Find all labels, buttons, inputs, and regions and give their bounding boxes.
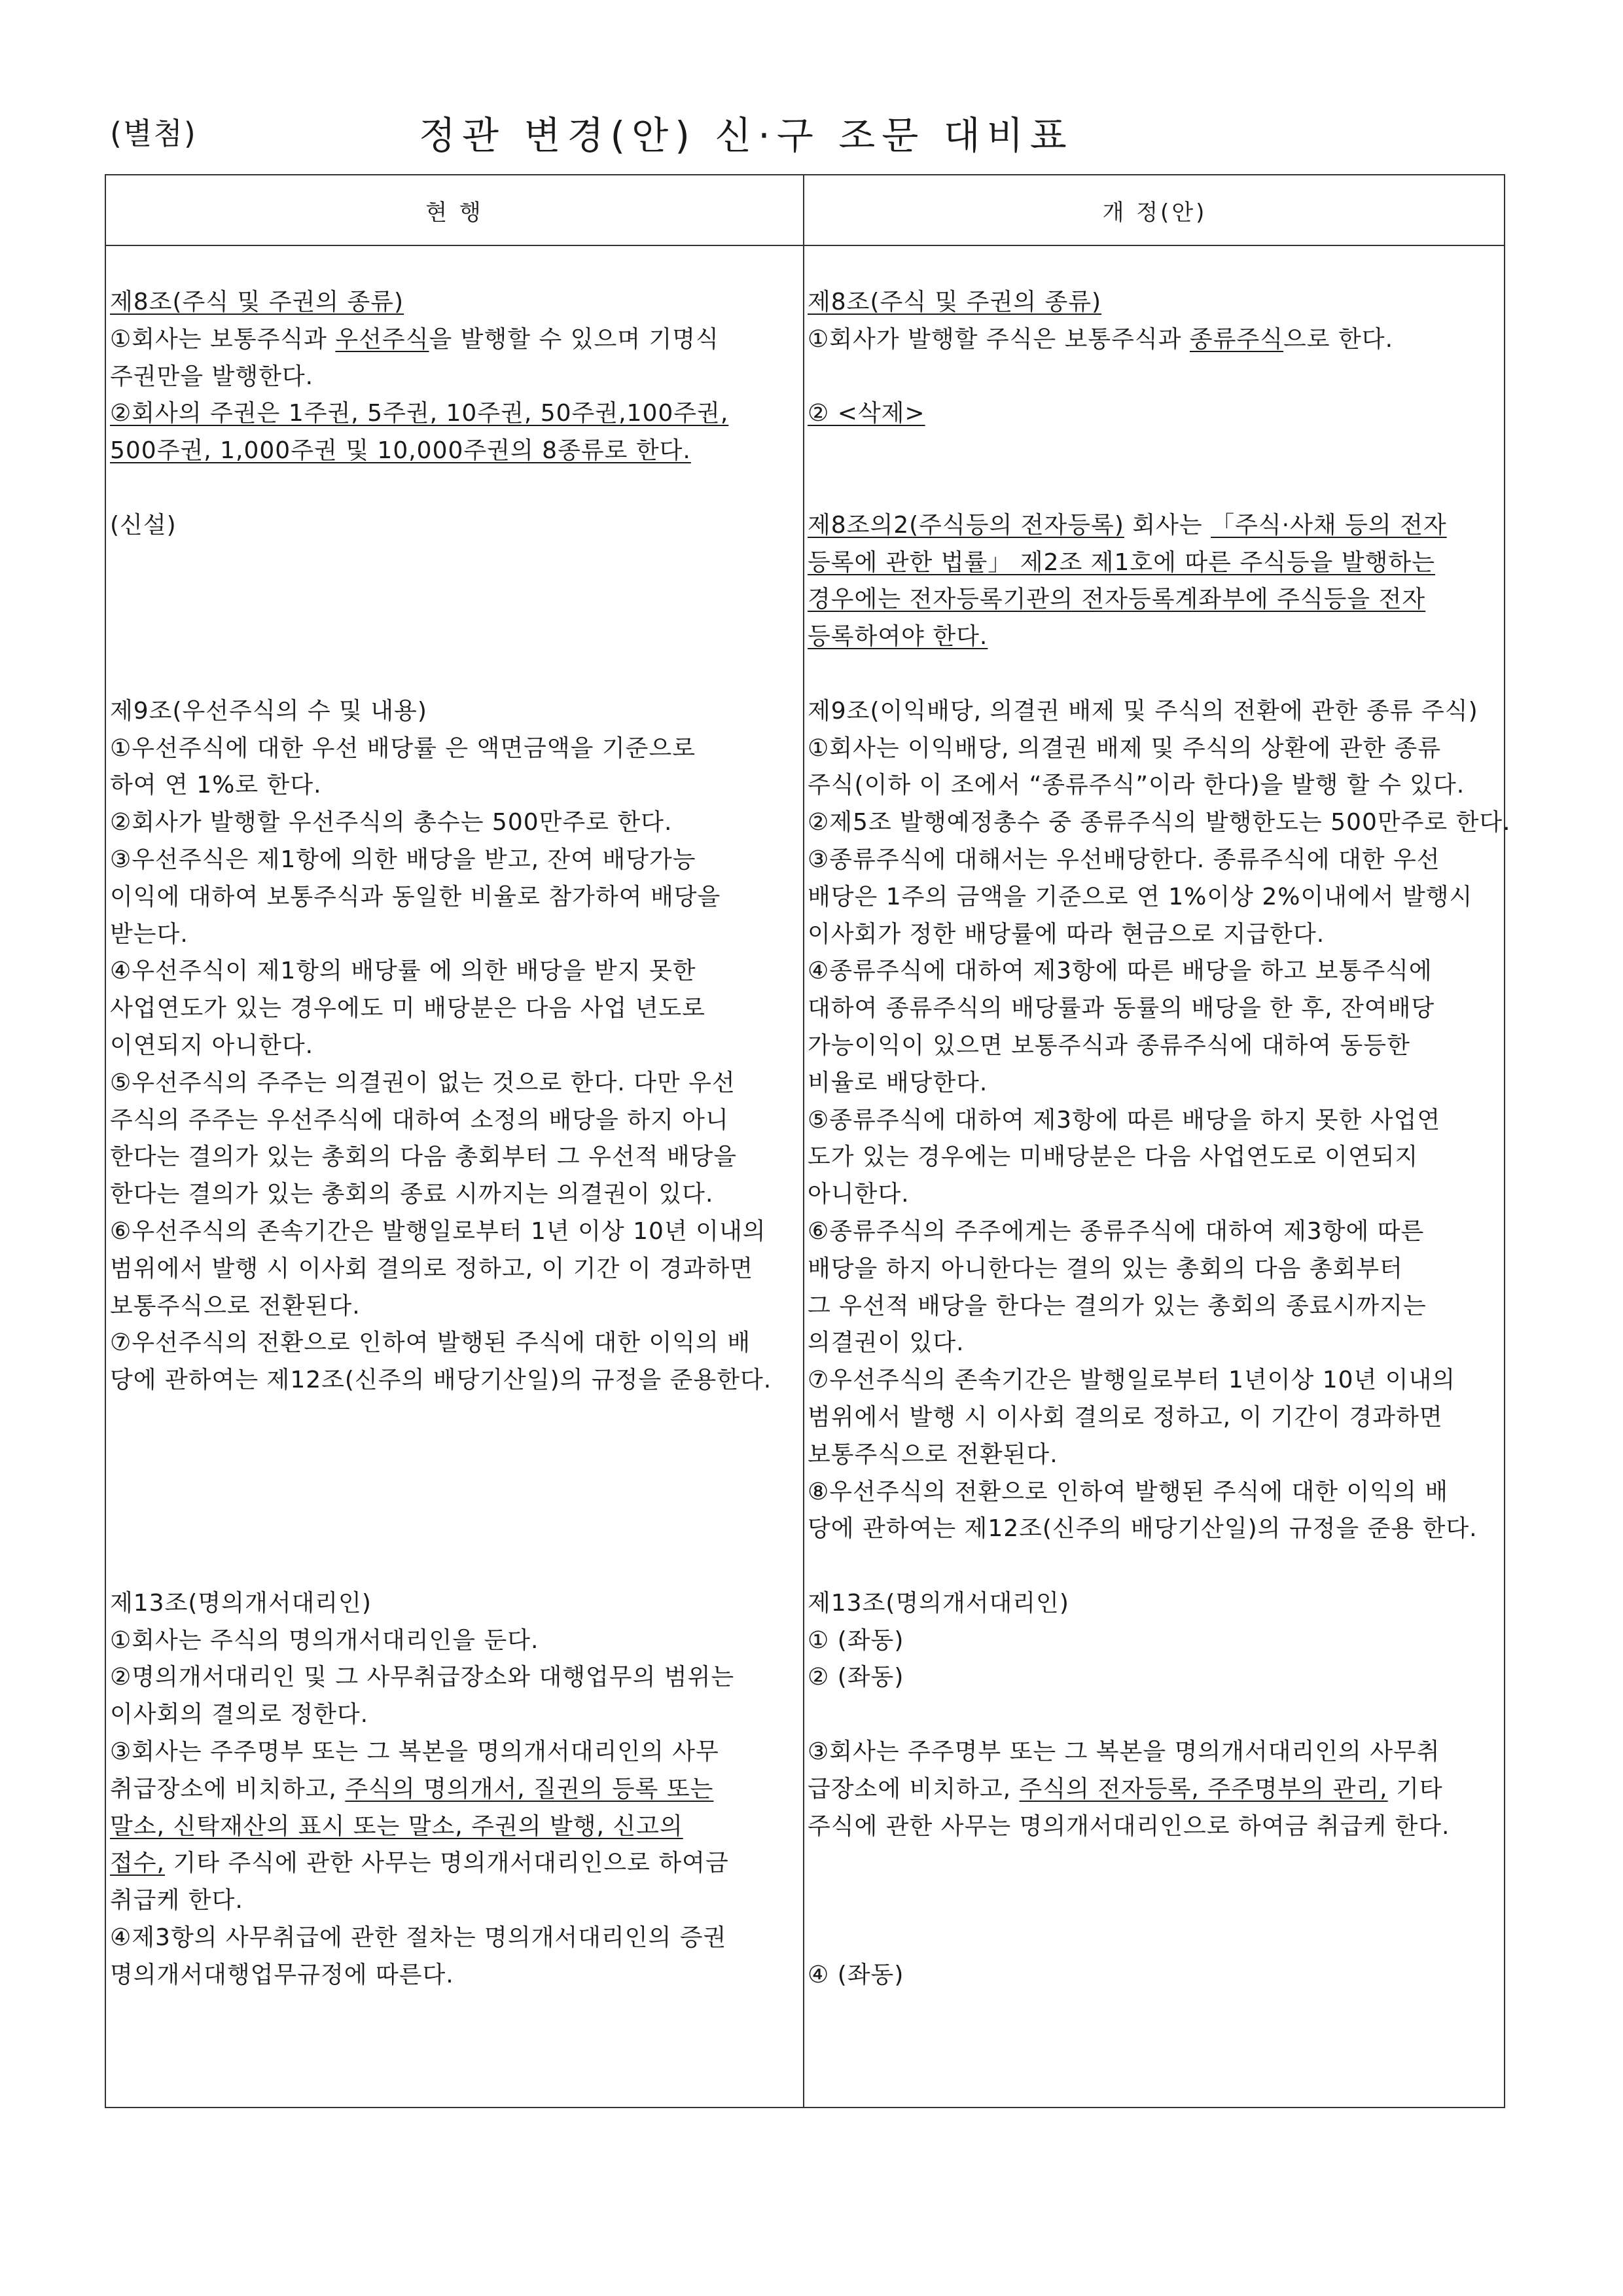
revised-article-8-2-line: 경우에는 전자등록기관의 전자등록계좌부에 주식등을 전자 xyxy=(808,586,1426,613)
article-9-line: ⑤우선주식의 주주는 의결권이 없는 것으로 한다. 다만 우선 xyxy=(110,1069,736,1096)
article-13-line: 접수, 기타 주식에 관한 사무는 명의개서대리인으로 하여금 xyxy=(110,1850,729,1877)
article-13-line: 이사회의 결의로 정한다. xyxy=(110,1701,369,1729)
revised-article-9-line: 대하여 종류주식의 배당률과 동률의 배당을 한 후, 잔여배당 xyxy=(808,995,1435,1022)
revised-article-9-line: 보통주식으로 전환된다. xyxy=(808,1441,1058,1468)
article-9-line: 하여 연 1%로 한다. xyxy=(110,772,322,799)
comparison-table xyxy=(105,174,1511,2108)
revised-article-13-line: ③회사는 주주명부 또는 그 복본을 명의개서대리인의 사무취 xyxy=(808,1738,1440,1766)
revised-article-9-line: 당에 관하여는 제12조(신주의 배당기산일)의 규정을 준용 한다. xyxy=(808,1515,1478,1543)
revised-article-8-2-line: 등록에 관한 법률」 제2조 제1호에 따른 주식등을 발행하는 xyxy=(808,548,1435,576)
header-divider xyxy=(106,245,1504,246)
article-9-line: 받는다. xyxy=(110,920,188,948)
revised-article-13-line: 주식에 관한 사무는 명의개서대리인으로 하여금 취급케 한다. xyxy=(808,1812,1450,1840)
revised-article-8-title: 제8조(주식 및 주권의 종류) xyxy=(808,289,1102,315)
revised-article-9-line: 아니한다. xyxy=(808,1181,910,1208)
article-8-clause-1-cont: 주권만을 발행한다. xyxy=(110,363,314,390)
revised-article-9-line: ③종류주식에 대해서는 우선배당한다. 종류주식에 대한 우선 xyxy=(808,846,1440,873)
revised-article-13-title: 제13조(명의개서대리인) xyxy=(808,1589,1069,1617)
article-9-line: 사업연도가 있는 경우에도 미 배당분은 다음 사업 년도로 xyxy=(110,995,705,1022)
revised-article-8-clause-1: ①회사가 발행할 주식은 보통주식과 종류주식으로 한다. xyxy=(808,325,1394,353)
article-9-line: 이익에 대하여 보통주식과 동일한 비율로 참가하여 배당을 xyxy=(110,883,721,910)
column-header-revised: 개 정(안) xyxy=(1102,199,1207,226)
article-9-line: 이연되지 아니한다. xyxy=(110,1031,314,1059)
document-title: 정관 변경(안) 신·구 조문 대비표 xyxy=(419,113,1073,158)
article-9-line: 한다는 결의가 있는 총회의 다음 총회부터 그 우선적 배당을 xyxy=(110,1143,738,1171)
revised-article-9-line: ⑥종류주식의 주주에게는 종류주식에 대하여 제3항에 따른 xyxy=(808,1217,1425,1245)
revised-article-9-line: 의결권이 있다. xyxy=(808,1329,965,1357)
article-9-line: ③우선주식은 제1항에 의한 배당을 받고, 잔여 배당가능 xyxy=(110,846,696,873)
revised-article-13-line: ① (좌동) xyxy=(808,1626,904,1654)
column-header-current: 현 행 xyxy=(425,199,484,226)
article-13-title: 제13조(명의개서대리인) xyxy=(110,1589,372,1617)
article-13-line: ③회사는 주주명부 또는 그 복본을 명의개서대리인의 사무 xyxy=(110,1738,719,1766)
revised-article-9-line: 배당은 1주의 금액을 기준으로 연 1%이상 2%이내에서 발행시 xyxy=(808,883,1473,910)
revised-article-9-line: 이사회가 정한 배당률에 따라 현금으로 지급한다. xyxy=(808,920,1325,948)
revised-article-9-line: ②제5조 발행예정총수 중 종류주식의 발행한도는 500만주로 한다. xyxy=(808,809,1511,836)
revised-article-9-line: 가능이익이 있으면 보통주식과 종류주식에 대하여 동등한 xyxy=(808,1031,1410,1059)
revised-article-9-line: 배당을 하지 아니한다는 결의 있는 총회의 다음 총회부터 xyxy=(808,1255,1403,1282)
revised-article-8-clause-2: ② <삭제> xyxy=(808,400,925,427)
article-9-line: ①우선주식에 대한 우선 배당률 은 액면금액을 기준으로 xyxy=(110,734,696,762)
article-9-line: ⑦우선주식의 전환으로 인하여 발행된 주식에 대한 이익의 배 xyxy=(110,1329,751,1357)
article-13-line: 명의개서대행업무규정에 따른다. xyxy=(110,1961,454,1988)
attachment-label: (별첨) xyxy=(110,116,197,151)
revised-article-9-line: ⑤종류주식에 대하여 제3항에 따른 배당을 하지 못한 사업연 xyxy=(808,1106,1441,1134)
revised-column xyxy=(808,284,1511,1994)
article-13-line: ④제3항의 사무취급에 관한 절차는 명의개서대리인의 증권 xyxy=(110,1924,727,1952)
current-column xyxy=(110,284,800,1994)
revised-article-9-line: ⑦우선주식의 존속기간은 발행일로부터 1년이상 10년 이내의 xyxy=(808,1367,1456,1394)
article-9-line: 한다는 결의가 있는 총회의 종료 시까지는 의결권이 있다. xyxy=(110,1181,714,1208)
article-9-line: 주식의 주주는 우선주식에 대하여 소정의 배당을 하지 아니 xyxy=(110,1106,729,1134)
revised-article-9-line: 비율로 배당한다. xyxy=(808,1069,988,1096)
revised-article-9-line: 주식(이하 이 조에서 “종류주식”이라 한다)을 발행 할 수 있다. xyxy=(808,772,1465,799)
revised-article-13-line: ② (좌동) xyxy=(808,1664,904,1691)
article-13-line: 취급장소에 비치하고, 주식의 명의개서, 질권의 등록 또는 xyxy=(110,1775,714,1803)
revised-article-9-line: ④종류주식에 대하여 제3항에 따른 배당을 하고 보통주식에 xyxy=(808,958,1433,985)
article-9-line: ⑥우선주식의 존속기간은 발행일로부터 1년 이상 10년 이내의 xyxy=(110,1217,766,1245)
article-8-clause-2: ②회사의 주권은 1주권, 5주권, 10주권, 50주권,100주권, xyxy=(110,400,729,427)
revised-article-13-line: 급장소에 비치하고, 주식의 전자등록, 주주명부의 관리, 기타 xyxy=(808,1775,1443,1803)
revised-article-9-line: ①회사는 이익배당, 의결권 배제 및 주식의 상환에 관한 종류 xyxy=(808,734,1442,762)
article-13-line: 취급케 한다. xyxy=(110,1887,243,1914)
article-9-line: ④우선주식이 제1항의 배당률 에 의한 배당을 받지 못한 xyxy=(110,958,696,985)
article-9-title: 제9조(우선주식의 수 및 내용) xyxy=(110,697,427,725)
revised-article-9-line: 그 우선적 배당을 한다는 결의가 있는 총회의 종료시까지는 xyxy=(808,1292,1427,1319)
article-8-clause-2-cont: 500주권, 1,000주권 및 10,000주권의 8종류로 한다. xyxy=(110,437,691,465)
article-9-line: 보통주식으로 전환된다. xyxy=(110,1292,361,1319)
article-13-line: 말소, 신탁재산의 표시 또는 말소, 주권의 발행, 신고의 xyxy=(110,1812,683,1840)
revised-article-9-line: ⑧우선주식의 전환으로 인하여 발행된 주식에 대한 이익의 배 xyxy=(808,1478,1449,1505)
article-9-line: 범위에서 발행 시 이사회 결의로 정하고, 이 기간 이 경과하면 xyxy=(110,1255,754,1282)
article-9-line: 당에 관하여는 제12조(신주의 배당기산일)의 규정을 준용한다. xyxy=(110,1367,772,1394)
article-8-clause-1: ①회사는 보통주식과 우선주식을 발행할 수 있으며 기명식 xyxy=(110,325,719,353)
revised-article-9-line: 도가 있는 경우에는 미배당분은 다음 사업연도로 이연되지 xyxy=(808,1143,1419,1171)
revised-article-9-title: 제9조(이익배당, 의결권 배제 및 주식의 전환에 관한 종류 주식) xyxy=(808,697,1478,725)
article-9-line: ②회사가 발행할 우선주식의 총수는 500만주로 한다. xyxy=(110,809,673,836)
new-article-label: (신설) xyxy=(110,511,177,539)
article-8-title: 제8조(주식 및 주권의 종류) xyxy=(110,289,404,315)
revised-article-13-line: ④ (좌동) xyxy=(808,1961,904,1988)
revised-article-8-2-line: 등록하여야 한다. xyxy=(808,623,988,651)
revised-article-8-2: 제8조의2(주식등의 전자등록) 회사는 「주식·사채 등의 전자 xyxy=(808,511,1447,539)
article-13-line: ②명의개서대리인 및 그 사무취급장소와 대행업무의 범위는 xyxy=(110,1664,735,1691)
article-13-line: ①회사는 주식의 명의개서대리인을 둔다. xyxy=(110,1626,539,1654)
column-divider xyxy=(803,175,804,2107)
revised-article-9-line: 범위에서 발행 시 이사회 결의로 정하고, 이 기간이 경과하면 xyxy=(808,1403,1443,1431)
